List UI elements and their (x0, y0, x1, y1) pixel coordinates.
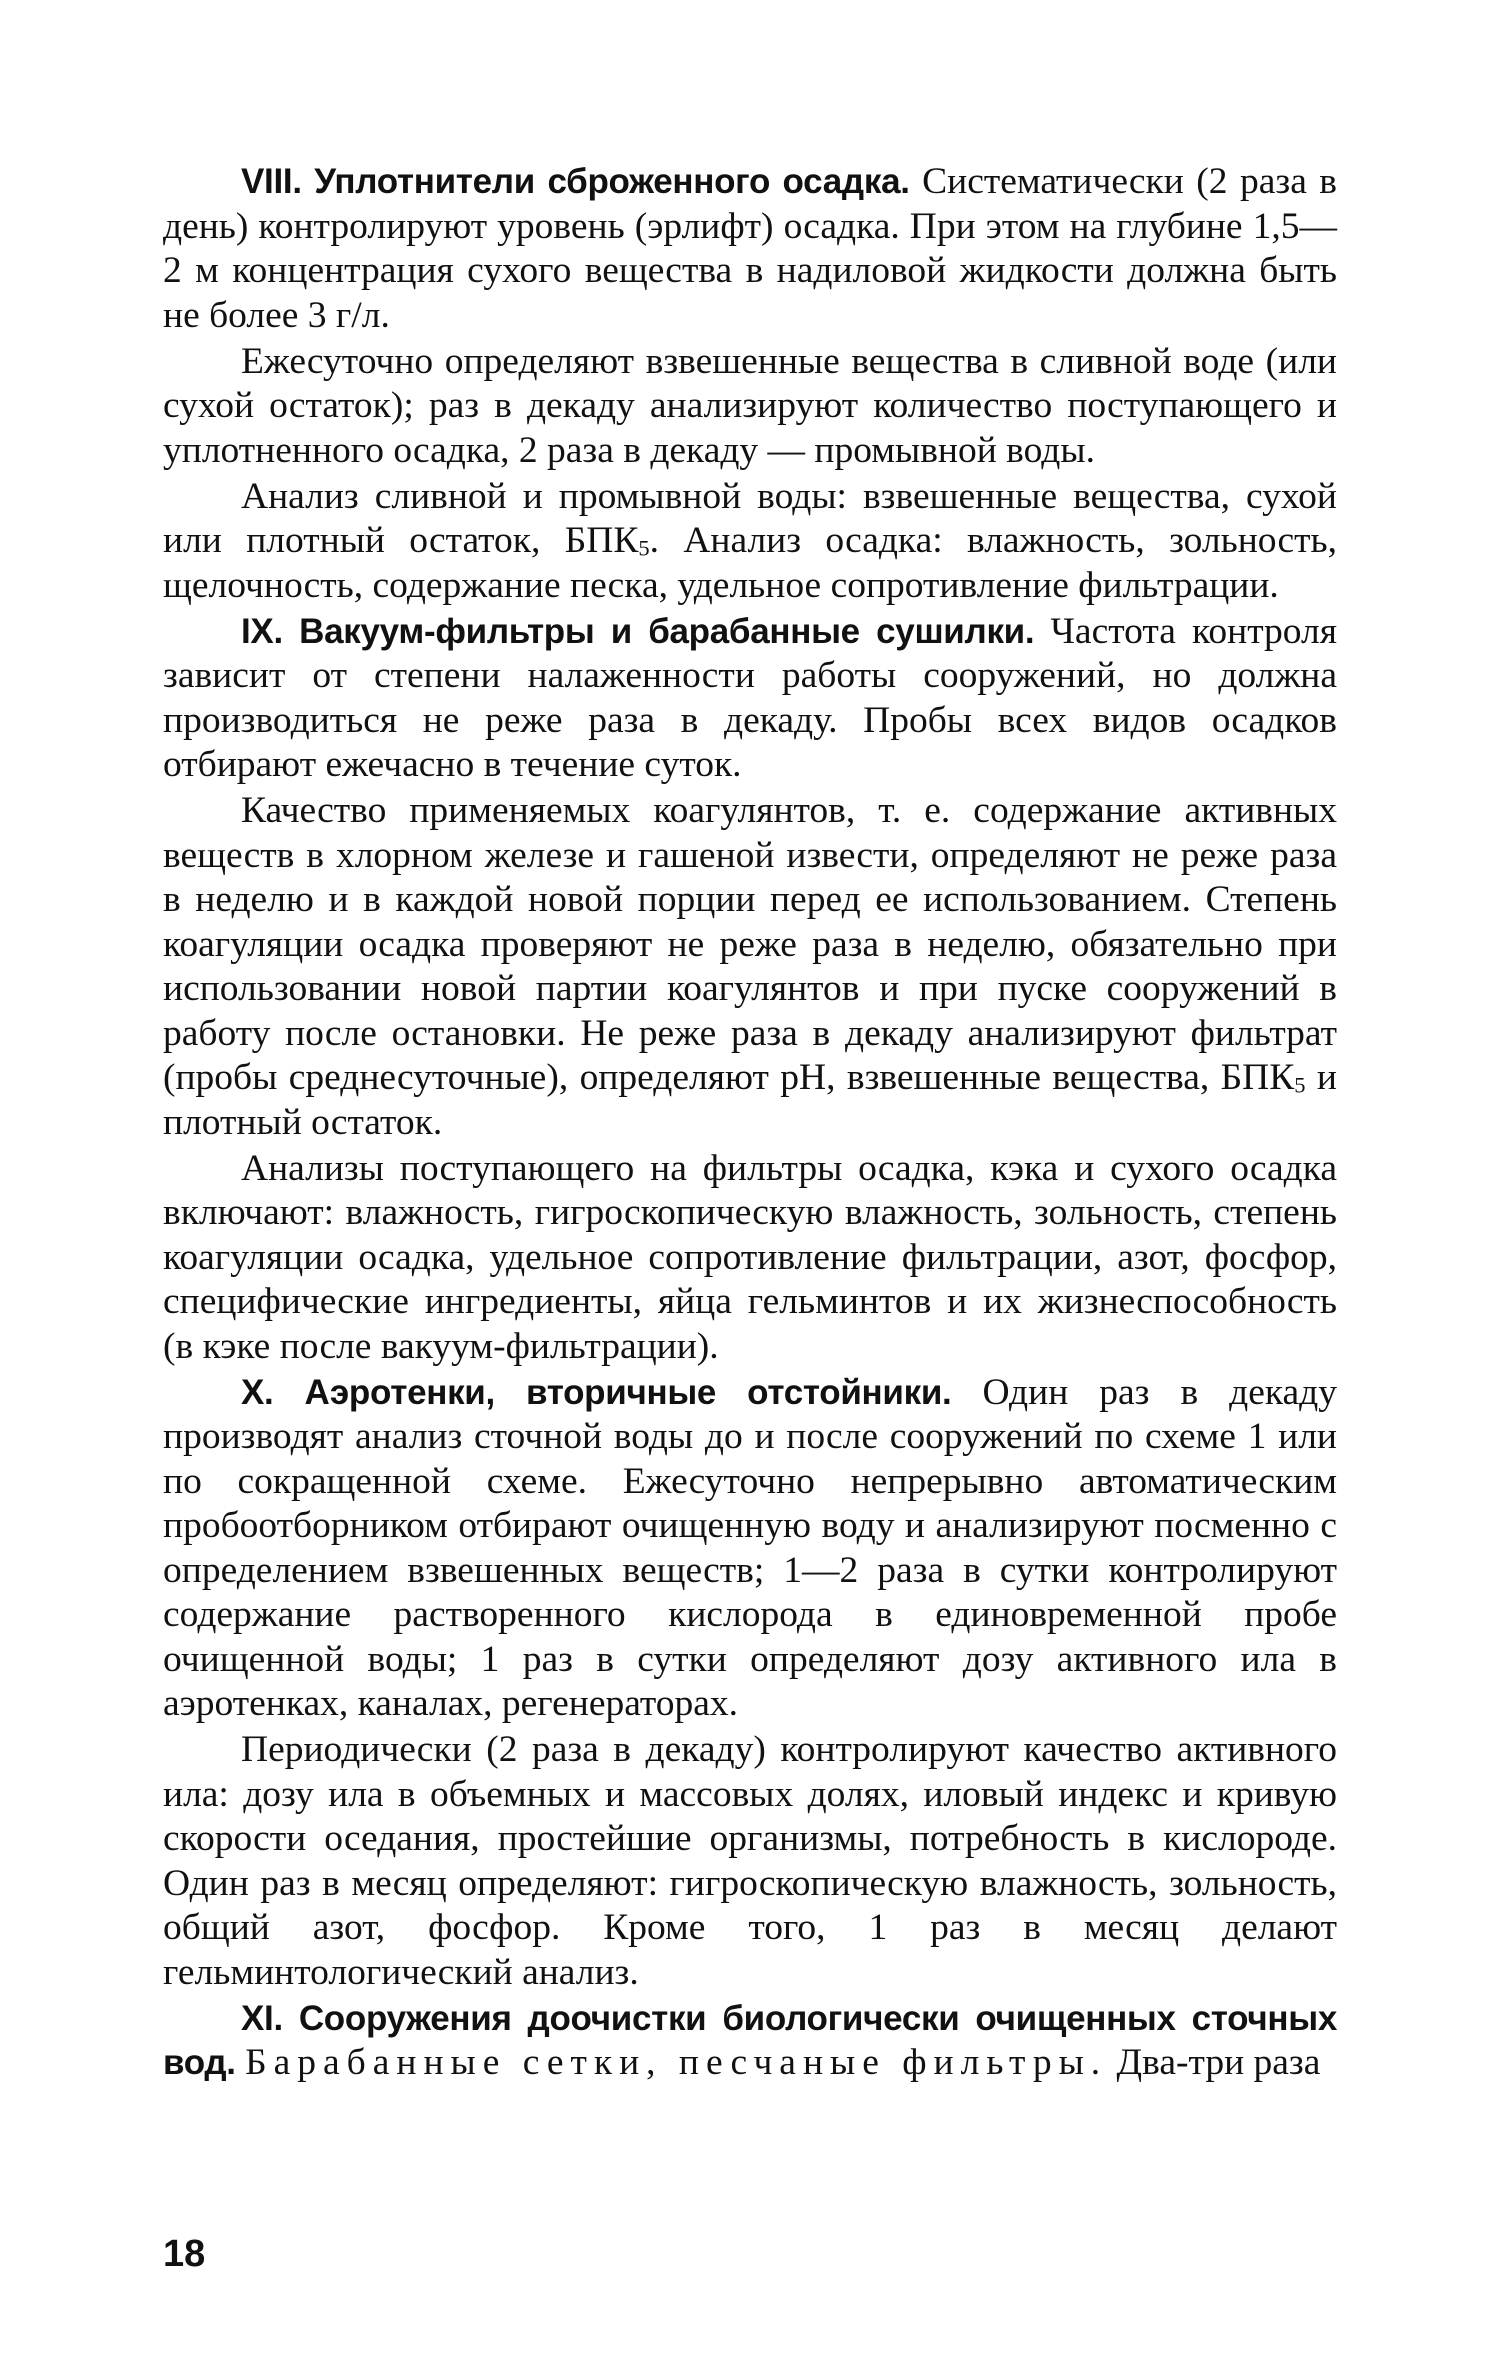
paragraph-x-aerotanks (163, 1371, 1337, 1727)
section-heading-viii: VIII. Уплотнители сброженного осадка. (241, 162, 910, 201)
paragraph-text: Ежесуточно определяют взвешенные вещества в сливной воде (или сухой остаток); раз в декаду анализируют количество поступающего и уплотненного осадка, 2 раза в декаду — промывной воды. (163, 340, 1337, 471)
subscript: 5 (638, 535, 650, 561)
paragraph-text: . Анализ осадка: влажность, зольность, щелочность, содержание песка, удельное сопротивление фильтрации. (163, 520, 1338, 606)
paragraph-text: Систематически (2 раза в день) контролируют уровень (эрлифт) осадка. При этом на глубине 1,5—2 м концентрация сухого вещества в надиловой жидкости должна быть не более 3 г/л. (163, 161, 1337, 336)
paragraph-drain-water-analysis (163, 475, 1337, 609)
paragraph-daily-suspended-solids (163, 340, 1337, 474)
section-heading-x: X. Аэротенки, вторичные отстойники. (241, 1372, 952, 1412)
paragraph-sludge-analyses (163, 1147, 1337, 1370)
paragraph-text: Качество применяемых коагулянтов, т. е. содержание активных веществ в хлорном железе и гашеной извести, определяют не реже раза в неделю и в каждой новой порции перед ее использованием. Степень коагуляции осадка проверяют не реже раза в неделю, обязательно при использовании новой партии коагулянтов и при пуске сооружений в работу после остановки. Не реже раза в декаду анализируют фильтрат (пробы среднесуточные), определяют pH, взвешенные вещества, БПК (163, 790, 1337, 1098)
paragraph-viii-thickeners (163, 160, 1337, 338)
subscript: 5 (1294, 1072, 1306, 1098)
paragraph-text: и плотный остаток. (163, 1057, 1337, 1143)
paragraph-text: Периодически (2 раза в декаду) контролируют качество активного ила: дозу ила в объемных и массовых долях, иловый индекс и кривую скорости оседания, простейшие организмы, потребность в кислороде. Один раз в месяц определяют: гигроскопическую влажность, зольность, общий азот, фосфор. Кроме того, 1 раз в месяц делают гельминтологический анализ. (163, 1729, 1337, 1993)
paragraph-active-sludge-quality (163, 1728, 1337, 1995)
paragraph-ix-vacuum-filters (163, 610, 1337, 788)
paragraph-xi-post-treatment (163, 1997, 1337, 2086)
section-heading-xi: XI. Сооружения доочистки биологически очищенных сточных вод. (163, 1998, 1337, 2082)
page-number: 18 (163, 2233, 206, 2275)
paragraph-coagulants-quality (163, 789, 1337, 1145)
paragraph-text: Два-три раза (1116, 2042, 1321, 2083)
paragraph-text: Анализ сливной и промывной воды: взвешенные вещества, сухой или плотный остаток, БПК (163, 475, 1337, 561)
paragraph-text: Частота контроля зависит от степени налаженности работы сооружений, но должна производиться не реже раза в декаду. Пробы всех видов осадков отбирают ежечасно в течение суток. (163, 610, 1338, 785)
paragraph-text: Один раз в декаду производят анализ сточной воды до и после сооружений по схеме 1 или по сокращенной схеме. Ежесуточно непрерывно автоматическим пробоотборником отбирают очищенную воду и анализируют посменно с определением взвешенных веществ; 1—2 раза в сутки контролируют содержание растворенного кислорода в единовременной пробе очищенной воды; 1 раз в сутки определяют дозу активного ила в аэротенках, каналах, регенераторах. (163, 1371, 1337, 1724)
spaced-subheading: Барабанные сетки, песчаные фильтры. (245, 2042, 1108, 2083)
paragraph-text: Анализы поступающего на фильтры осадка, кэка и сухого осадка включают: влажность, гигроскопическую влажность, зольность, степень коагуляции осадка, удельное сопротивление фильтрации, азот, фосфор, специфические ингредиенты, яйца гельминтов и их жизнеспособность (в кэке после вакуум-фильтрации). (163, 1147, 1337, 1367)
section-heading-ix: IX. Вакуум-фильтры и барабанные сушилки. (241, 611, 1035, 651)
text-column (163, 160, 1337, 2087)
